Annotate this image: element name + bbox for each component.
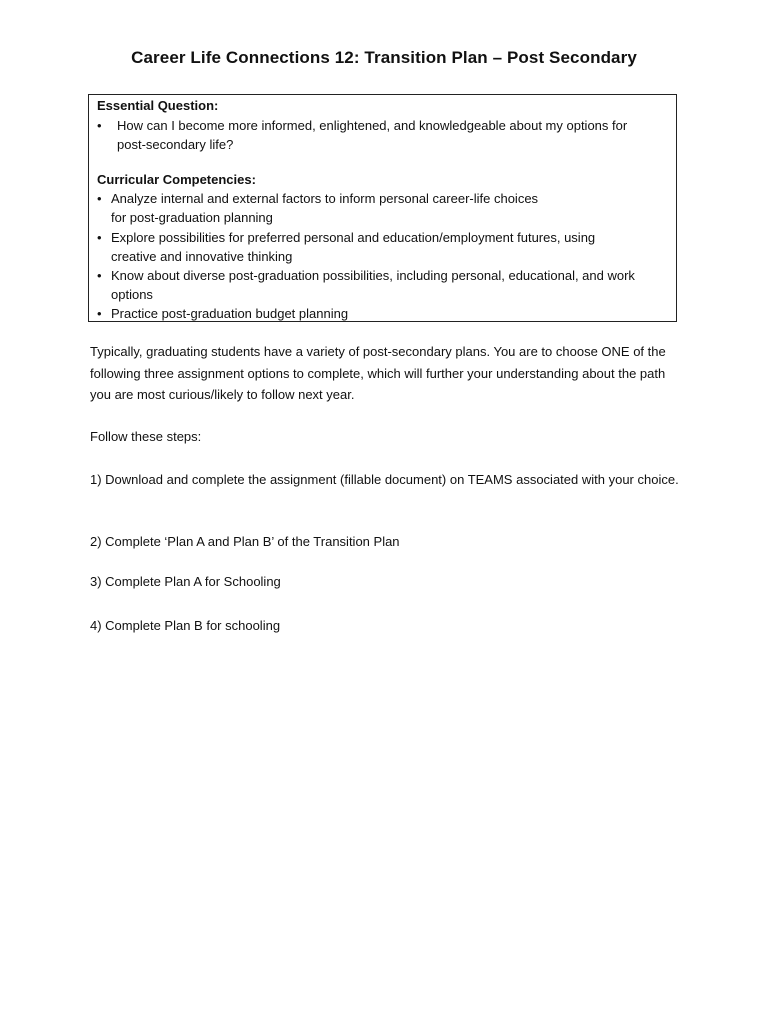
bullet-icon: •	[97, 118, 102, 133]
competency-text: Practice post-graduation budget planning	[111, 306, 349, 321]
intro-paragraph: Typically, graduating students have a variety of post-secondary plans. You are to choose ONE of the following three assignment options to complete, which will further your understanding about the path you are most curious/likely to follow next year.	[90, 344, 666, 402]
steps-heading: Follow these steps:	[90, 429, 202, 444]
bullet-icon: •	[97, 191, 102, 206]
bullet-icon: •	[97, 306, 102, 321]
bullet-icon: •	[97, 268, 102, 283]
essential-question-item	[97, 116, 663, 154]
step-item: 4) Complete Plan B for schooling	[90, 618, 281, 633]
competency-text: Analyze internal and external factors to inform personal career-life choices for post-graduation planning	[111, 191, 539, 226]
competencies-heading: Curricular Competencies:	[97, 172, 256, 187]
competency-item	[97, 189, 547, 227]
competency-item	[97, 228, 627, 266]
essential-question-box	[88, 94, 677, 322]
competency-text: Know about diverse post-graduation possibilities, including personal, educational, and work options	[111, 268, 635, 303]
competency-text: Explore possibilities for preferred personal and education/employment futures, using creative and innovative thinking	[111, 230, 596, 265]
step-item: 1) Download and complete the assignment (fillable document) on TEAMS associated with your choice.	[90, 472, 679, 487]
bullet-icon: •	[97, 230, 102, 245]
step-item: 3) Complete Plan A for Schooling	[90, 574, 281, 589]
essential-question-heading: Essential Question:	[97, 98, 219, 113]
step-item: 2) Complete ‘Plan A and Plan B’ of the Transition Plan	[90, 534, 400, 549]
competency-item	[97, 266, 667, 304]
essential-question-text: How can I become more informed, enlightened, and knowledgeable about my options for post-secondary life?	[117, 118, 628, 153]
page-title: Career Life Connections 12: Transition Plan – Post Secondary	[131, 48, 637, 67]
competency-item	[97, 304, 657, 323]
